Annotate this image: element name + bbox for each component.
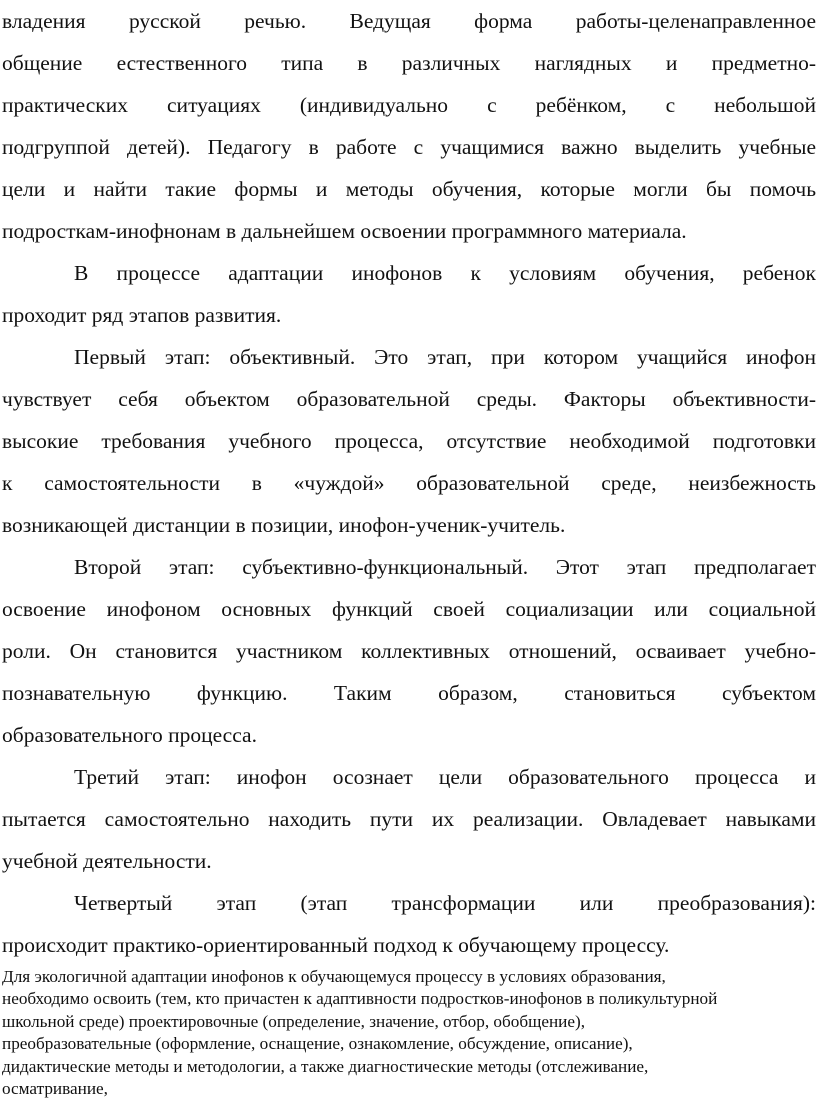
text-line: необходимо освоить (тем, кто причастен к адаптивности подростков-инофонов в поликультурной [2,989,718,1009]
text-line: происходит практико-ориентированный подход к обучающему процессу. [2,933,670,957]
text-line: практических ситуациях (индивидуально с ребёнком, с небольшой [2,93,816,117]
text-line: роли. Он становится участником коллективных отношений, осваивает учебно- [2,639,816,663]
small-paragraph [0,966,816,1100]
paragraph [0,882,816,966]
paragraph [0,252,816,336]
paragraph [0,546,816,756]
paragraph [0,336,816,546]
text-line: подгруппой детей). Педагогу в работе с учащимися важно выделить учебные [2,135,816,159]
text-line: общение естественного типа в различных наглядных и предметно- [2,51,816,75]
paragraph [0,756,816,882]
text-line: учебной деятельности. [2,849,212,873]
text-line: владения русской речью. Ведущая форма работы-целенаправленное [2,9,816,33]
text-line: высокие требования учебного процесса, отсутствие необходимой подготовки [2,429,816,453]
text-line: В процессе адаптации инофонов к условиям обучения, ребенок [74,261,816,285]
text-line: освоение инофоном основных функций своей социализации или социальной [2,597,816,621]
text-line: познавательную функцию. Таким образом, становиться субъектом [2,681,816,705]
text-line: образовательного процесса. [2,723,257,747]
text-line: школьной среде) проектировочные (определение, значение, отбор, обобщение), [2,1011,586,1031]
text-line: подросткам-инофнонам в дальнейшем освоении программного материала. [2,219,687,243]
text-line: Для экологичной адаптации инофонов к обучающемуся процессу в условиях образования, [2,967,666,986]
text-line: Первый этап: объективный. Это этап, при котором учащийся инофон [74,345,816,369]
text-line: проходит ряд этапов развития. [2,303,282,327]
paragraph [0,0,816,252]
text-line: дидактические методы и методологии, а также диагностические методы (отслеживание, [2,1056,649,1076]
text-line: к самостоятельности в «чуждой» образовательной среде, неизбежность [2,471,816,495]
text-line: чувствует себя объектом образовательной среды. Факторы объективности- [2,387,816,411]
text-line: цели и найти такие формы и методы обучения, которые могли бы помочь [2,177,816,201]
text-line: Четвертый этап (этап трансформации или преобразования): [74,891,816,915]
text-line: Третий этап: инофон осознает цели образовательного процесса и [74,765,816,789]
text-line: возникающей дистанции в позиции, инофон-ученик-учитель. [2,513,566,537]
text-line: пытается самостоятельно находить пути их реализации. Овладевает навыками [2,807,816,831]
text-line: преобразовательные (оформление, оснащение, ознакомление, обсуждение, описание), [2,1034,633,1054]
text-line: Второй этап: субъективно-функциональный. Этот этап предполагает [74,555,816,579]
text-line: осматривание, [2,1078,108,1098]
